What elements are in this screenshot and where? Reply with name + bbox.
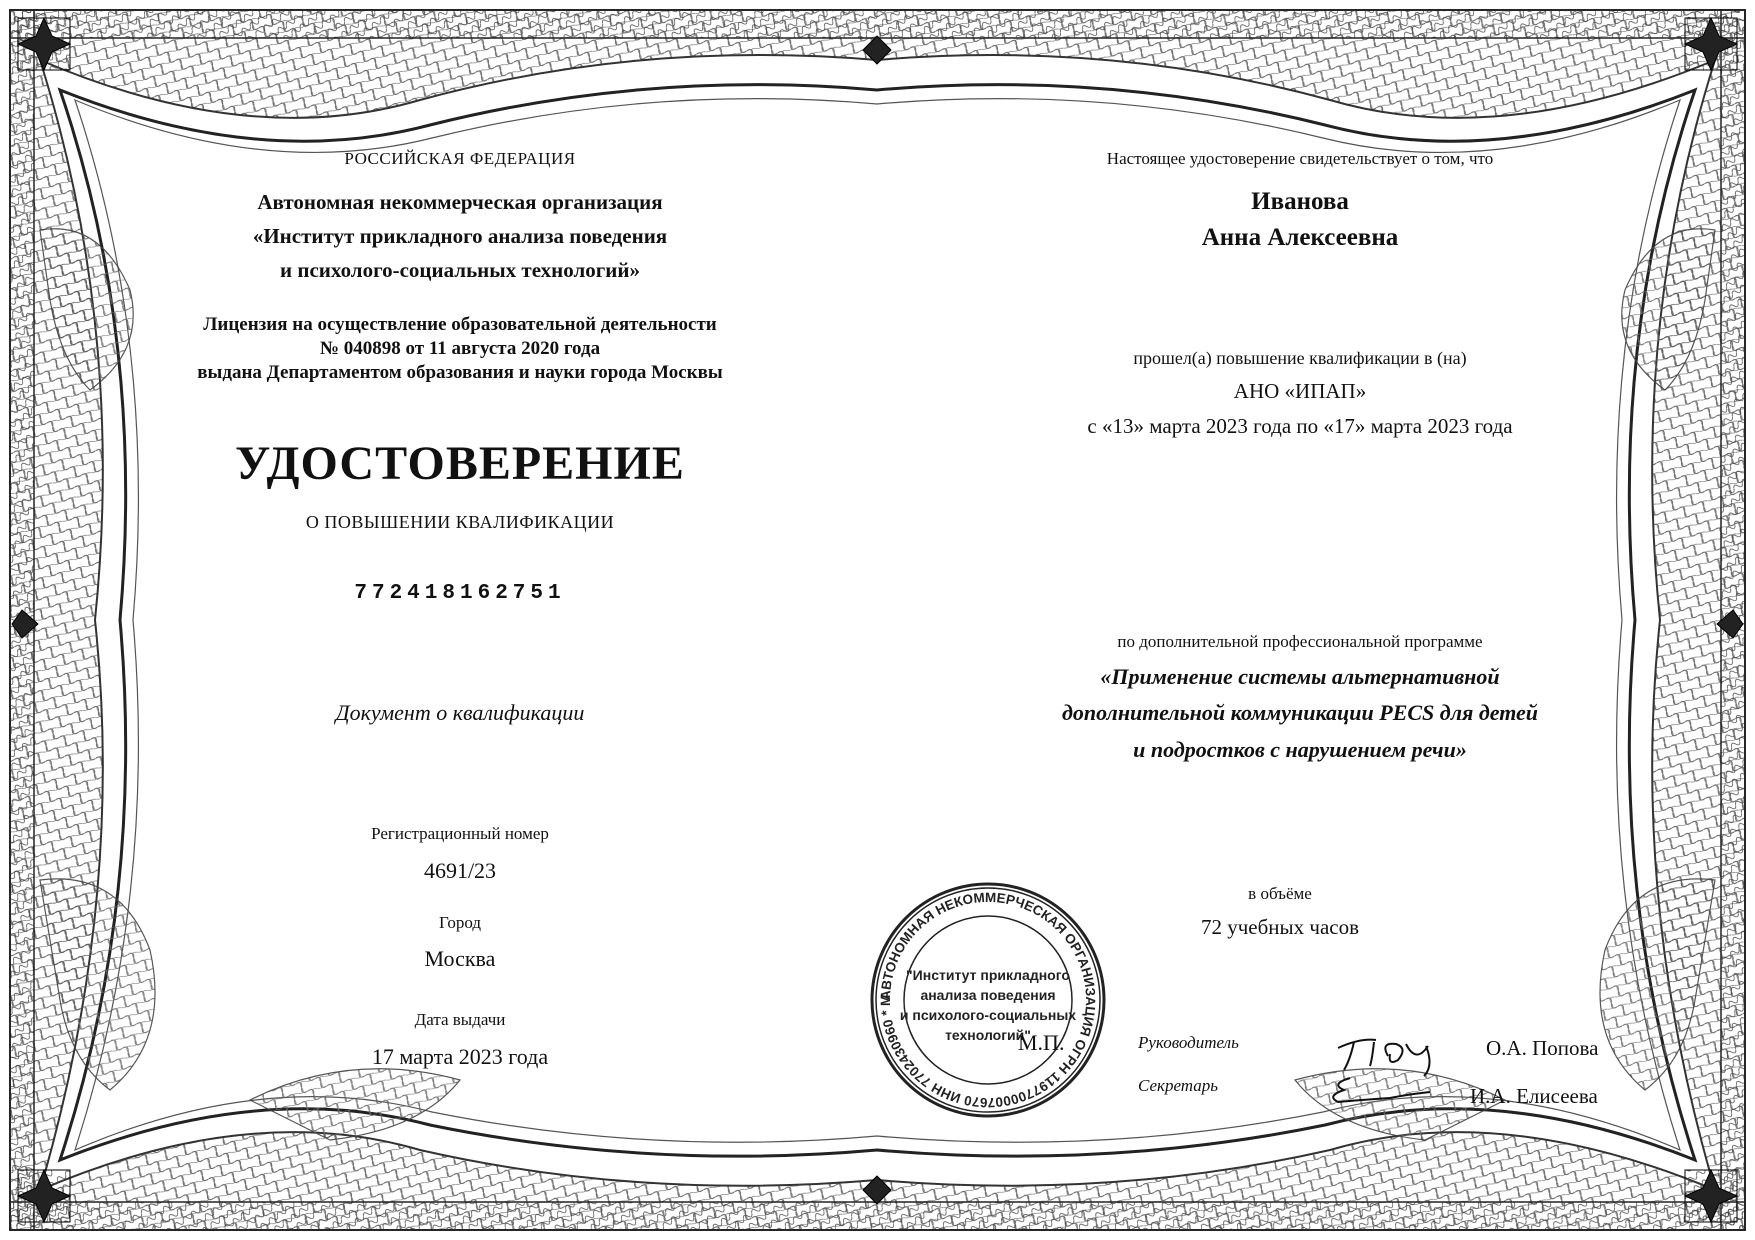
stamp-center-line-4: технологий" [945,1027,1031,1043]
holder-given-names: Анна Алексеевна [1201,224,1399,251]
stamp-center-line-1: "Институт прикладного [906,967,1070,983]
org-name-line-3: и психолого-социальных технологий» [280,258,640,282]
program-title-line-1: «Применение системы альтернативной [1100,664,1500,689]
director-label: Руководитель [1138,1033,1239,1052]
country-name: РОССИЙСКАЯ ФЕДЕРАЦИЯ [344,149,576,168]
volume-value: 72 учебных часов [1200,915,1360,939]
completed-text: прошел(а) повышение квалификации в (на) [1133,348,1467,368]
secretary-signature [1320,1070,1440,1110]
intro-text: Настоящее удостоверение свидетельствует о том, что [1106,149,1494,168]
license-line-1: Лицензия на осуществление образовательной деятельности [203,314,717,335]
institution-name: АНО «ИПАП» [1233,379,1367,403]
secretary-name: И.А. Елисеева [1470,1084,1598,1108]
holder-surname: Иванова [1251,188,1349,215]
document-type: Документ о квалификации [335,700,585,725]
stamp-center-line-3: и психолого-социальных [899,1007,1077,1023]
stamp-mp-mark: М.П. [1018,1030,1065,1055]
issue-date-label: Дата выдачи [414,1010,506,1029]
stamp-ring-text: АВТОНОМНАЯ НЕКОММЕРЧЕСКАЯ ОРГАНИЗАЦИЯ ОГРН 1197700007670 ИНН 7702430960 * МОСКВА * [862,868,1099,1111]
issue-date-value: 17 марта 2023 года [371,1044,549,1069]
city-label: Город [439,913,481,932]
official-stamp [862,868,1108,1120]
license-line-3: выдана Департаментом образования и науки города Москвы [197,362,723,383]
program-label: по дополнительной профессиональной программе [1117,632,1483,651]
document-number: 772418162751 [354,582,566,605]
registration-number-value: 4691/23 [423,858,497,883]
city-value: Москва [424,946,496,971]
document-subtitle: О ПОВЫШЕНИИ КВАЛИФИКАЦИИ [305,512,615,532]
stamp-center-line-2: анализа поведения [920,987,1056,1003]
document-title: УДОСТОВЕРЕНИЕ [235,437,685,490]
program-title-line-2: дополнительной коммуникации PECS для детей [1061,700,1539,725]
director-name: О.А. Попова [1486,1036,1599,1060]
program-title-line-3: и подростков с нарушением речи» [1133,737,1467,762]
license-line-2: № 040898 от 11 августа 2020 года [319,338,601,359]
org-name-line-2: «Институт прикладного анализа поведения [252,224,668,248]
registration-number-label: Регистрационный номер [371,824,549,843]
training-period: с «13» марта 2023 года по «17» марта 2023 года [1087,414,1513,438]
volume-label: в объёме [1248,884,1312,903]
secretary-label: Секретарь [1138,1076,1218,1095]
org-name-line-1: Автономная некоммерческая организация [257,190,663,214]
